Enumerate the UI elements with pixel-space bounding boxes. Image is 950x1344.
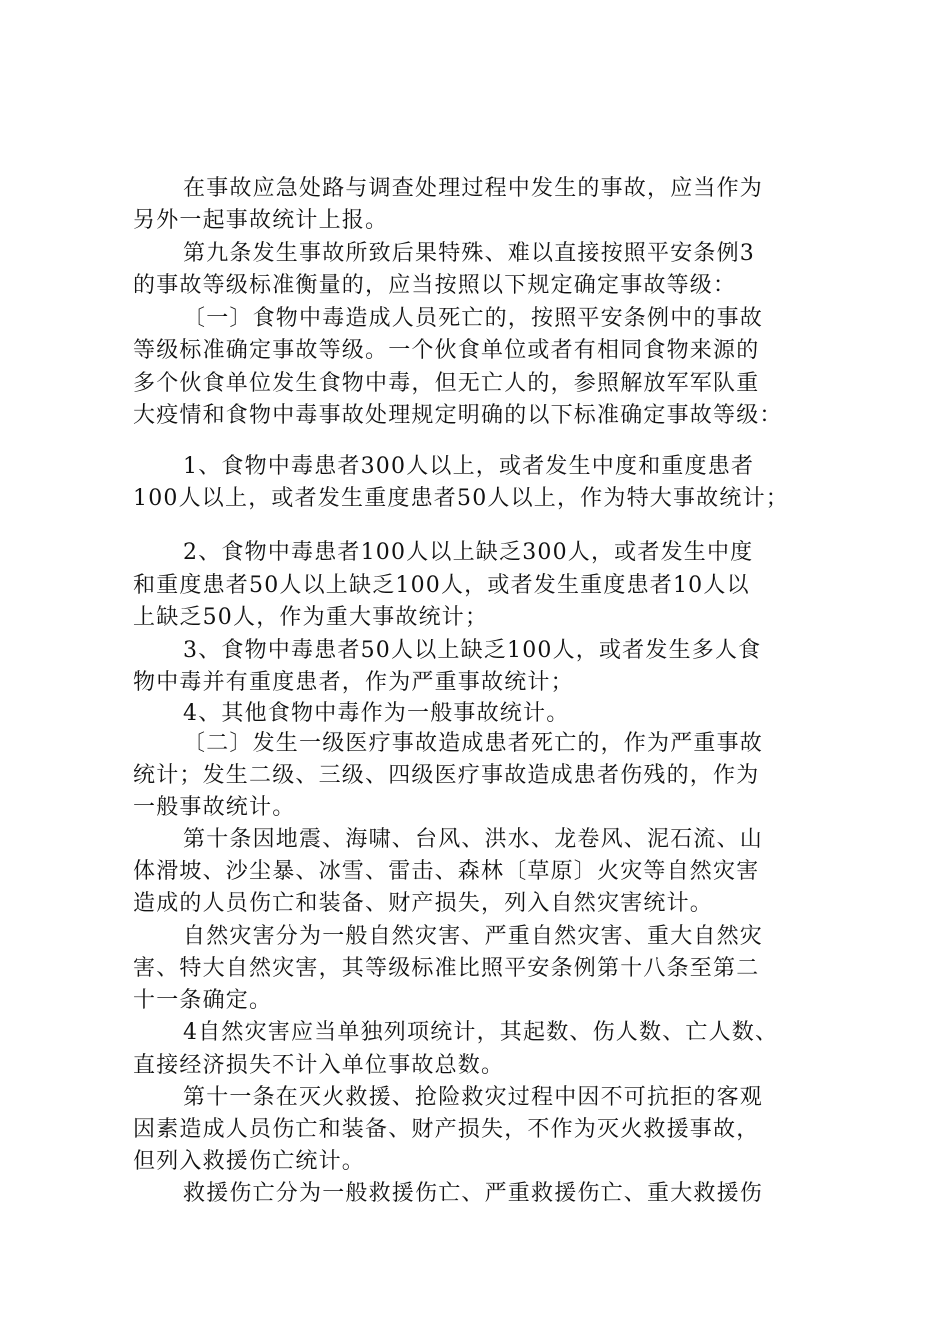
paragraph-line: 〔一〕食物中毒造成人员死亡的，按照平安条例中的事故 xyxy=(183,306,764,331)
paragraph-line: 直接经济损失不计入单位事故总数。 xyxy=(133,1053,505,1078)
paragraph-line: 另外一起事故统计上报。 xyxy=(133,208,389,233)
paragraph-line: 但列入救援伤亡统计。 xyxy=(133,1149,366,1174)
paragraph-line: 第九条发生事故所致后果特殊、难以直接按照平安条例3 xyxy=(183,241,755,266)
paragraph-line: 等级标准确定事故等级。一个伙食单位或者有相同食物来源的 xyxy=(133,338,760,363)
paragraph-line: 的事故等级标准衡量的，应当按照以下规定确定事故等级： xyxy=(133,273,737,298)
paragraph-line: 多个伙食单位发生食物中毒，但无亡人的，参照解放军军队重 xyxy=(133,371,760,396)
list-item-line: 物中毒并有重度患者，作为严重事故统计； xyxy=(133,670,574,695)
list-item-line: 2、食物中毒患者100人以上缺乏300人，或者发生中度 xyxy=(183,540,754,565)
list-item-line: 1、食物中毒患者300人以上，或者发生中度和重度患者 xyxy=(183,454,755,479)
paragraph-line: 十一条确定。 xyxy=(133,988,273,1013)
paragraph-line: 4自然灾害应当单独列项统计，其起数、伤人数、亡人数、 xyxy=(183,1020,779,1045)
list-item-line: 上缺乏50人，作为重大事故统计； xyxy=(133,605,489,630)
list-item-line: 100人以上，或者发生重度患者50人以上，作为特大事故统计； xyxy=(133,486,789,511)
paragraph-line: 第十条因地震、海啸、台风、洪水、龙卷风、泥石流、山 xyxy=(183,827,764,852)
paragraph-line: 自然灾害分为一般自然灾害、严重自然灾害、重大自然灾 xyxy=(183,924,764,949)
paragraph-line: 〔二〕发生一级医疗事故造成患者死亡的，作为严重事故 xyxy=(183,731,764,756)
paragraph-line: 在事故应急处路与调查处理过程中发生的事故，应当作为 xyxy=(183,176,764,201)
paragraph-line: 因素造成人员伤亡和装备、财产损失，不作为灭火救援事故， xyxy=(133,1117,760,1142)
list-item-line: 4、其他食物中毒作为一般事故统计。 xyxy=(183,701,570,726)
list-item-line: 和重度患者50人以上缺乏100人，或者发生重度患者10人以 xyxy=(133,573,750,598)
list-item-line: 3、食物中毒患者50人以上缺乏100人，或者发生多人食 xyxy=(183,638,762,663)
paragraph-line: 大疫情和食物中毒事故处理规定明确的以下标准确定事故等级： xyxy=(133,403,783,428)
paragraph-line: 第十一条在灭火救援、抢险救灾过程中因不可抗拒的客观 xyxy=(183,1085,764,1110)
paragraph-line: 统计；发生二级、三级、四级医疗事故造成患者伤残的，作为 xyxy=(133,763,760,788)
paragraph-line: 造成的人员伤亡和装备、财产损失，列入自然灾害统计。 xyxy=(133,891,714,916)
paragraph-line: 救援伤亡分为一般救援伤亡、严重救援伤亡、重大救援伤 xyxy=(183,1181,764,1206)
paragraph-line: 一般事故统计。 xyxy=(133,795,296,820)
paragraph-line: 害、特大自然灾害，其等级标准比照平安条例第十八条至第二 xyxy=(133,956,760,981)
paragraph-line: 体滑坡、沙尘暴、冰雪、雷击、森林〔草原〕火灾等自然灾害 xyxy=(133,859,760,884)
